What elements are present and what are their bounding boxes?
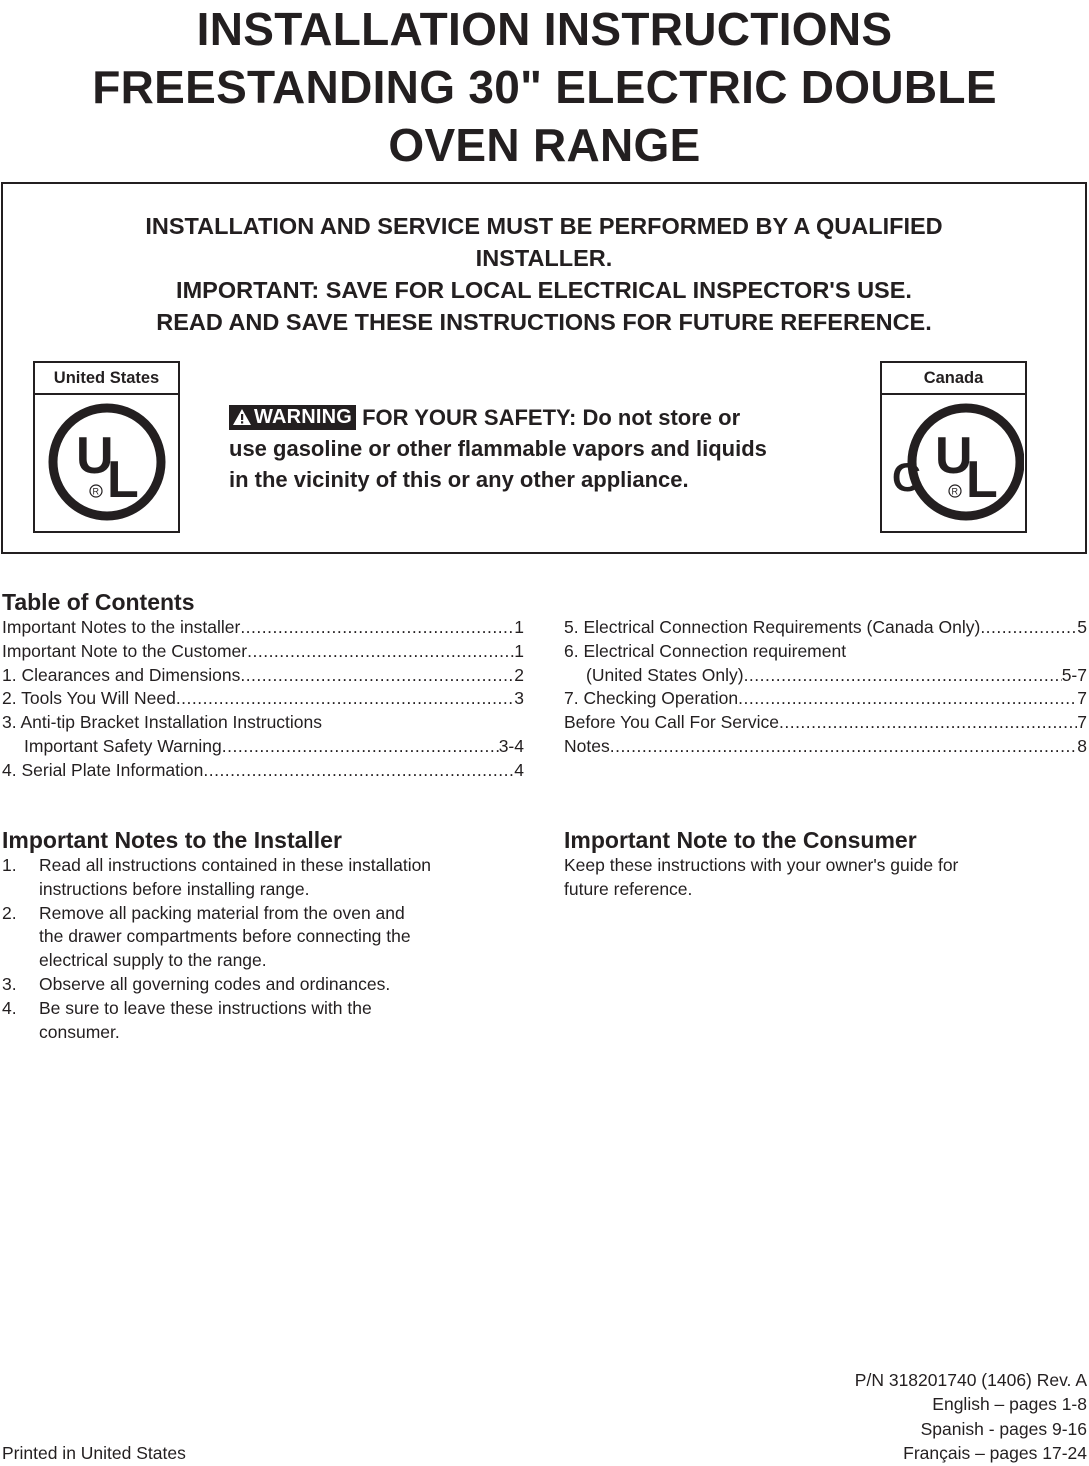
toc-entry[interactable]: Important Notes to the installer ..... 1 (2, 616, 524, 640)
consumer-note-line: Keep these instructions with your owner's guide for (564, 855, 959, 875)
toc-entry[interactable]: 6. Electrical Connection requirement (564, 640, 847, 661)
toc-entry[interactable]: Important Safety Warning ..... 3-4 (2, 735, 524, 759)
part-number: P/N 318201740 (1406) Rev. A (854, 1370, 1087, 1390)
toc-entry[interactable]: Important Note to the Customer ..... 1 (2, 640, 524, 664)
toc-entry[interactable]: 2. Tools You Will Need ..... 3 (2, 687, 524, 711)
toc-entry[interactable]: 5. Electrical Connection Requirements (Canada Only) ..... 5 (564, 616, 1087, 640)
printed-in: Printed in United States (2, 1443, 186, 1463)
warning-badge-text: WARNING (254, 406, 353, 428)
installation-notice (3, 210, 1085, 338)
consumer-note-section (564, 826, 1084, 902)
ul-letter-l: L (106, 451, 139, 509)
toc-entry[interactable]: 1. Clearances and Dimensions ..... 2 (2, 664, 524, 688)
list-item: 4. Be sure to leave these instructions with the consumer. (2, 997, 372, 1042)
cul-letter-u: U (934, 427, 973, 485)
list-item: 3. Observe all governing codes and ordinances. (2, 973, 391, 994)
ul-us-certification (33, 361, 180, 533)
consumer-note-line: future reference. (564, 878, 693, 899)
toc-entry[interactable]: Notes ..... 8 (564, 735, 1087, 759)
english-pages: English – pages 1-8 (932, 1394, 1087, 1415)
svg-text:R: R (951, 486, 958, 497)
ul-logo-icon (46, 401, 168, 523)
warning-badge (229, 405, 356, 430)
ul-canada-certification (880, 361, 1027, 533)
toc-entry[interactable]: 7. Checking Operation ..... 7 (564, 687, 1087, 711)
toc-entry[interactable]: 3. Anti-tip Bracket Installation Instructions (2, 712, 323, 733)
toc-entry[interactable]: Before You Call For Service ..... 7 (564, 711, 1087, 735)
toc-entry[interactable]: 4. Serial Plate Information ..... 4 (2, 759, 524, 783)
warning-line: in the vicinity of this or any other appliance. (229, 467, 689, 492)
us-label: United States (35, 363, 178, 395)
notice-line: READ AND SAVE THESE INSTRUCTIONS FOR FUTURE REFERENCE. (156, 309, 932, 335)
toc-right-column (564, 616, 1087, 759)
document-info (855, 1368, 1087, 1465)
french-pages: Français – pages 17-24 (903, 1442, 1087, 1463)
svg-text:R: R (92, 486, 99, 497)
warning-triangle-icon (232, 408, 252, 426)
cul-logo-icon (884, 401, 1024, 523)
list-item: 1. Read all instructions contained in these installation instructions before installing range. (2, 855, 432, 899)
warning-line: use gasoline or other flammable vapors and liquids (229, 436, 767, 461)
installer-heading: Important Notes to the Installer (2, 827, 342, 853)
toc-left-column (2, 588, 524, 783)
cul-letter-l: L (965, 451, 998, 509)
safety-warning (229, 402, 869, 495)
installer-notes-section (2, 826, 532, 1044)
cul-letter-c: C (891, 456, 921, 500)
canada-label: Canada (882, 363, 1025, 395)
title-line: OVEN RANGE (388, 119, 701, 171)
safety-notice-box (1, 182, 1087, 554)
notice-line: INSTALLATION AND SERVICE MUST BE PERFORMED BY A QUALIFIED (145, 213, 943, 239)
ul-letter-u: U (75, 427, 114, 485)
installer-notes-list (2, 854, 532, 1044)
document-title (0, 0, 1089, 174)
consumer-heading: Important Note to the Consumer (564, 827, 917, 853)
notice-line: INSTALLER. (475, 245, 613, 271)
warning-line: FOR YOUR SAFETY: Do not store or (362, 405, 741, 430)
list-item: 2. Remove all packing material from the oven and the drawer compartments before connecting the electrical supply to the range. (2, 902, 411, 971)
title-line: FREESTANDING 30" ELECTRIC DOUBLE (92, 61, 997, 113)
toc-entry[interactable]: (United States Only) ..... 5-7 (564, 664, 1087, 688)
toc-heading: Table of Contents (2, 589, 195, 615)
notice-line: IMPORTANT: SAVE FOR LOCAL ELECTRICAL INSPECTOR'S USE. (176, 277, 912, 303)
spanish-pages: Spanish - pages 9-16 (920, 1418, 1087, 1439)
title-line: INSTALLATION INSTRUCTIONS (196, 3, 893, 55)
